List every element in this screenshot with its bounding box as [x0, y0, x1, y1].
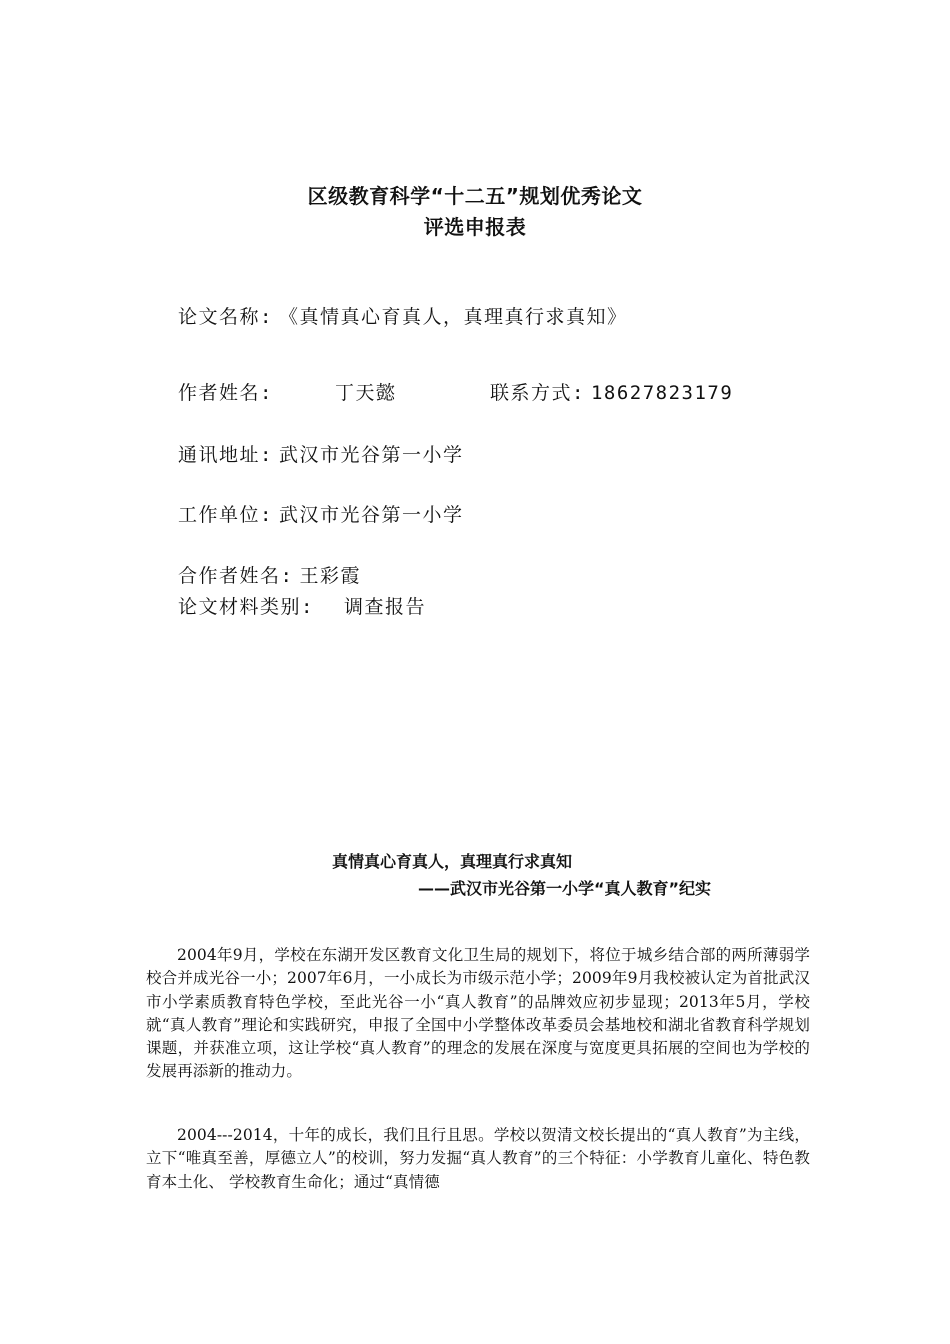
- paper-name-value: 《真情真心育真人，真理真行求真知》: [278, 306, 628, 328]
- address-field: [178, 440, 463, 467]
- work-unit-label: 工作单位:: [178, 504, 273, 526]
- address-value: 武汉市光谷第一小学: [278, 444, 464, 466]
- form-title-line1: 区级教育科学“十二五”规划优秀论文: [307, 184, 643, 208]
- work-unit-field: [178, 500, 463, 527]
- coauthor-field: [178, 561, 361, 588]
- paragraph-text: 2004---2014，十年的成长，我们且行且思。学校以贺清文校长提出的“真人教育”为主线，立下“唯真至善，厚德立人”的校训，努力发掘“真人教育”的三个特征：小学教育儿童化、特色教育本土化、 学校教育生命化；通过“真情德: [146, 1126, 810, 1191]
- work-unit-value: 武汉市光谷第一小学: [278, 504, 464, 526]
- material-type-label: 论文材料类别:: [178, 596, 314, 618]
- paragraph-text: 2004年9月，学校在东湖开发区教育文化卫生局的规划下，将位于城乡结合部的两所薄弱学校合并成光谷一小；2007年6月，一小成长为市级示范小学；2009年9月我校被认定为首批武汉市小学素质教育特色学校，至此光谷一小“真人教育”的品牌效应初步显现；2013年5月，学校就“真人教育”理论和实践研究，申报了全国中小学整体改革委员会基地校和湖北省教育科学规划课题，并获准立项，这让学校“真人教育”的理念的发展在深度与宽度更具拓展的空间也为学校的发展再添新的推动力。: [146, 946, 810, 1081]
- article-subtitle: ——武汉市光谷第一小学“真人教育”纪实: [418, 879, 712, 898]
- coauthor-value: 王彩霞: [299, 565, 361, 587]
- author-label: 作者姓名:: [178, 382, 273, 404]
- address-label: 通讯地址:: [178, 444, 273, 466]
- author-field: [178, 378, 396, 405]
- author-value: 丁天懿: [334, 382, 397, 404]
- paper-name-label: 论文名称:: [178, 306, 273, 328]
- contact-label: 联系方式:: [490, 382, 585, 404]
- paper-name-field: [178, 302, 627, 329]
- form-title-line2: 评选申报表: [423, 215, 527, 239]
- article-title: 真情真心育真人，真理真行求真知: [332, 852, 573, 871]
- contact-value: 18627823179: [590, 382, 734, 404]
- article-paragraph-2: [146, 1124, 810, 1194]
- contact-field: [490, 378, 733, 405]
- material-type-field: [178, 592, 426, 619]
- article-paragraph-1: [146, 944, 810, 1084]
- coauthor-label: 合作者姓名:: [178, 565, 294, 587]
- material-type-value: 调查报告: [343, 596, 426, 618]
